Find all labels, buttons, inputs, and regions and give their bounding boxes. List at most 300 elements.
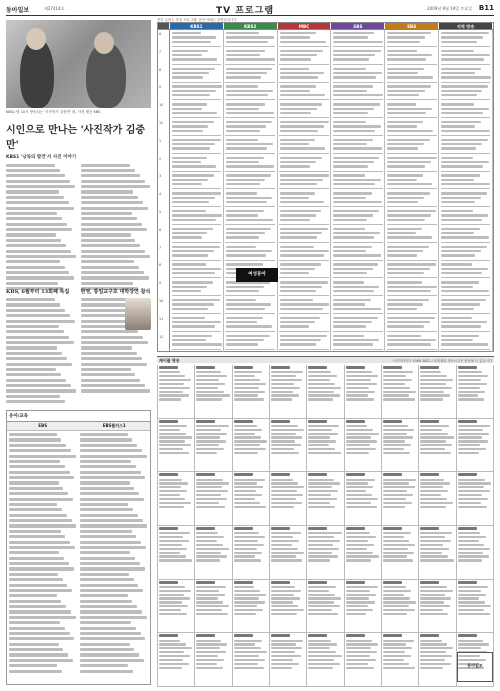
time-divider xyxy=(225,295,275,296)
listing-line xyxy=(420,640,441,642)
text-line xyxy=(6,244,66,247)
listing-line xyxy=(196,640,221,642)
program-line xyxy=(441,335,479,337)
listing-line xyxy=(346,586,378,588)
program-line xyxy=(280,201,324,203)
program-line xyxy=(226,90,274,92)
program-line xyxy=(280,147,325,149)
program-line xyxy=(226,50,266,52)
program-line xyxy=(387,299,428,301)
listing-line xyxy=(308,486,332,488)
listing-line xyxy=(234,663,258,665)
text-line xyxy=(81,368,131,371)
listing-line xyxy=(9,557,64,560)
program-line xyxy=(172,236,202,238)
listing-line xyxy=(80,530,132,533)
time-divider xyxy=(441,260,491,261)
time-divider xyxy=(387,135,437,136)
listing-line xyxy=(383,655,411,657)
text-line xyxy=(81,255,151,258)
channel-name xyxy=(234,581,253,584)
program-line xyxy=(333,299,371,301)
listing-line xyxy=(9,567,74,570)
text-line xyxy=(81,379,141,382)
text-line xyxy=(6,164,55,167)
listing-line xyxy=(234,398,264,400)
listing-line xyxy=(383,436,413,438)
program-line xyxy=(441,197,481,199)
listing-line xyxy=(234,448,266,450)
listing-line xyxy=(308,398,332,400)
listing-line xyxy=(196,375,226,377)
time-divider xyxy=(225,117,275,118)
time-divider xyxy=(172,99,222,100)
listing-line xyxy=(271,655,301,657)
program-line xyxy=(333,68,366,70)
program-line xyxy=(280,112,311,114)
program-line xyxy=(226,112,275,114)
listing-line xyxy=(234,425,257,427)
listing-line xyxy=(308,502,329,504)
channel-name xyxy=(346,581,365,584)
program-line xyxy=(333,192,372,194)
listing-line xyxy=(308,448,334,450)
listing-line xyxy=(80,503,128,506)
program-line xyxy=(280,108,317,110)
time-divider xyxy=(441,64,491,65)
listing-line xyxy=(383,506,405,508)
text-line xyxy=(81,341,149,344)
listing-line xyxy=(80,551,130,554)
program-line xyxy=(333,263,378,265)
listing-line xyxy=(308,444,329,446)
program-line xyxy=(226,58,275,60)
time-label: 11 xyxy=(159,316,164,321)
program-line xyxy=(441,183,490,185)
listing-line xyxy=(196,594,224,596)
listing-line xyxy=(308,548,339,550)
listing-line xyxy=(80,444,137,447)
listing-line xyxy=(196,379,219,381)
program-line xyxy=(387,165,425,167)
footer-logo: 동아일보 xyxy=(457,652,493,682)
cable-channel-block xyxy=(158,419,195,473)
program-line xyxy=(172,268,221,270)
listing-line xyxy=(159,394,189,396)
schedule-local xyxy=(439,30,493,352)
listing-line xyxy=(383,444,411,446)
listing-line xyxy=(458,601,485,603)
program-line xyxy=(441,85,488,87)
listing-line xyxy=(458,555,489,557)
listing-line xyxy=(9,503,57,506)
listing-line xyxy=(159,586,185,588)
listing-line xyxy=(458,375,489,377)
listing-line xyxy=(308,659,334,661)
listing-line xyxy=(420,663,450,665)
text-line xyxy=(6,384,71,387)
listing-line xyxy=(383,601,416,603)
program-line xyxy=(333,147,382,149)
listing-line xyxy=(420,498,447,500)
program-line xyxy=(226,250,272,252)
program-line xyxy=(441,219,482,221)
listing-line xyxy=(346,544,374,546)
program-line xyxy=(172,174,214,176)
listing-line xyxy=(234,540,258,542)
channel-name xyxy=(159,473,178,476)
program-line xyxy=(172,192,221,194)
channel-name xyxy=(458,420,477,423)
listing-line xyxy=(271,552,304,554)
text-line xyxy=(81,233,131,236)
listing-line xyxy=(9,573,58,576)
listing-line xyxy=(234,647,261,649)
listing-line xyxy=(196,502,219,504)
program-line xyxy=(226,290,259,292)
text-line xyxy=(81,228,147,231)
listing-line xyxy=(9,551,59,554)
program-line xyxy=(226,219,274,221)
program-line xyxy=(387,308,417,310)
channel-mbc: MBC xyxy=(278,23,332,29)
cable-channel-block xyxy=(457,365,494,419)
listing-line xyxy=(234,387,259,389)
listing-line xyxy=(346,502,371,504)
text-line xyxy=(6,228,72,231)
listing-line xyxy=(458,597,480,599)
channel-name xyxy=(346,634,365,637)
program-line xyxy=(387,85,430,87)
cable-channel-block xyxy=(457,472,494,526)
listing-line xyxy=(159,544,182,546)
time-divider xyxy=(279,171,329,172)
time-divider xyxy=(225,153,275,154)
cable-channel-block xyxy=(419,365,456,419)
program-line xyxy=(333,50,380,52)
listing-line xyxy=(420,398,443,400)
listing-line xyxy=(196,394,229,396)
listing-line xyxy=(9,616,76,619)
listing-line xyxy=(80,487,134,490)
listing-line xyxy=(271,647,302,649)
listing-line xyxy=(196,494,220,496)
listing-line xyxy=(159,425,187,427)
program-line xyxy=(280,192,315,194)
program-line xyxy=(172,41,211,43)
program-line xyxy=(387,236,431,238)
program-line xyxy=(172,286,207,288)
program-line xyxy=(441,112,483,114)
text-line xyxy=(81,266,140,269)
program-line xyxy=(387,286,437,288)
program-line xyxy=(172,272,215,274)
text-line xyxy=(6,201,69,204)
program-line xyxy=(226,214,258,216)
text-line xyxy=(6,346,57,349)
listing-line xyxy=(346,482,368,484)
time-divider xyxy=(279,206,329,207)
listing-line xyxy=(420,479,444,481)
listing-line xyxy=(196,555,227,557)
program-line xyxy=(172,210,206,212)
program-line xyxy=(441,130,490,132)
program-line xyxy=(387,58,426,60)
program-line xyxy=(441,90,482,92)
program-line xyxy=(226,130,260,132)
cable-channel-block xyxy=(270,526,307,580)
program-line xyxy=(172,263,206,265)
program-line xyxy=(172,299,220,301)
text-line xyxy=(6,255,76,258)
program-line xyxy=(172,335,212,337)
listing-line xyxy=(196,425,228,427)
text-line xyxy=(6,174,65,177)
program-line xyxy=(280,210,322,212)
text-line xyxy=(6,303,60,306)
listing-line xyxy=(458,594,487,596)
listing-line xyxy=(458,444,481,446)
listing-line xyxy=(196,452,217,454)
program-line xyxy=(280,299,314,301)
listing-line xyxy=(196,440,226,442)
listing-line xyxy=(458,502,481,504)
schedule-kbs2 xyxy=(224,30,278,352)
listing-line xyxy=(196,586,226,588)
listing-line xyxy=(383,544,415,546)
time-divider xyxy=(279,46,329,47)
listing-line xyxy=(458,448,486,450)
listing-line xyxy=(346,387,370,389)
program-line xyxy=(172,90,216,92)
channel-name xyxy=(420,366,439,369)
channel-name xyxy=(271,420,290,423)
listing-line xyxy=(234,371,262,373)
listing-line xyxy=(80,535,136,538)
time-divider xyxy=(279,349,329,350)
text-line xyxy=(6,400,65,403)
time-divider xyxy=(172,117,222,118)
program-line xyxy=(441,325,481,327)
cable-channel-block xyxy=(345,580,382,634)
text-line xyxy=(81,217,137,220)
listing-line xyxy=(383,667,415,669)
listing-line xyxy=(159,383,184,385)
program-line xyxy=(226,201,267,203)
listing-line xyxy=(9,578,63,581)
listing-line xyxy=(383,452,410,454)
listing-line xyxy=(420,655,452,657)
time-divider xyxy=(333,99,383,100)
listing-line xyxy=(80,519,143,522)
listing-line xyxy=(9,664,57,667)
cable-channel-block xyxy=(419,580,456,634)
program-line xyxy=(387,219,425,221)
channel-name xyxy=(420,527,439,530)
listing-line xyxy=(308,544,333,546)
listing-line xyxy=(271,506,294,508)
program-line xyxy=(333,343,373,345)
program-line xyxy=(387,54,432,56)
listing-line xyxy=(234,655,260,657)
listing-line xyxy=(383,590,412,592)
schedule-kbs1 xyxy=(170,30,224,352)
program-line xyxy=(172,108,202,110)
listing-line xyxy=(159,398,181,400)
program-line xyxy=(172,250,214,252)
channel-ebs: EBS xyxy=(385,23,439,29)
listing-line xyxy=(80,476,145,479)
listing-line xyxy=(159,555,186,557)
listing-line xyxy=(234,486,264,488)
listing-line xyxy=(458,379,481,381)
time-divider xyxy=(387,64,437,65)
program-line xyxy=(387,290,431,292)
listing-line xyxy=(420,659,444,661)
text-line xyxy=(81,282,133,285)
listing-line xyxy=(458,429,483,431)
listing-line xyxy=(346,436,372,438)
time-divider xyxy=(387,99,437,100)
secondary-stories xyxy=(6,288,151,406)
listing-line xyxy=(9,546,75,549)
program-line xyxy=(441,254,475,256)
program-line xyxy=(226,210,264,212)
time-divider xyxy=(279,82,329,83)
program-line xyxy=(441,94,476,96)
listing-line xyxy=(383,647,412,649)
listing-line xyxy=(458,482,491,484)
listing-line xyxy=(458,640,483,642)
channel-name xyxy=(271,527,290,530)
program-line xyxy=(280,36,311,38)
program-line xyxy=(387,263,436,265)
time-divider xyxy=(279,224,329,225)
listing-line xyxy=(383,429,414,431)
listing-line xyxy=(271,371,303,373)
listing-line xyxy=(271,444,301,446)
program-line xyxy=(387,250,423,252)
program-line xyxy=(441,214,488,216)
text-line xyxy=(6,223,67,226)
time-label: 7 xyxy=(159,49,162,54)
listing-line xyxy=(420,536,444,538)
program-line xyxy=(172,201,209,203)
program-line xyxy=(280,50,323,52)
program-line xyxy=(280,85,316,87)
channel-name xyxy=(234,366,253,369)
program-line xyxy=(441,339,473,341)
program-line xyxy=(280,317,321,319)
listing-line xyxy=(159,429,180,431)
listing-line xyxy=(234,532,260,534)
masthead xyxy=(6,3,494,16)
story-title: 현영, 통일교구호 대학강연 참석 xyxy=(80,289,151,295)
cable-channel-block xyxy=(382,472,419,526)
program-line xyxy=(333,232,379,234)
listing-line xyxy=(80,481,130,484)
listing-line xyxy=(234,375,255,377)
listing-line xyxy=(234,667,264,669)
program-line xyxy=(226,192,257,194)
listing-line xyxy=(234,498,255,500)
listing-line xyxy=(271,548,298,550)
program-line xyxy=(226,76,261,78)
listing-line xyxy=(308,559,330,561)
listing-line xyxy=(308,433,337,435)
listing-line xyxy=(159,597,190,599)
listing-line xyxy=(196,398,222,400)
program-line xyxy=(333,72,381,74)
channel-name xyxy=(308,366,327,369)
listing-line xyxy=(383,387,410,389)
listing-line xyxy=(196,383,225,385)
program-line xyxy=(280,41,326,43)
time-divider xyxy=(387,153,437,154)
listing-line xyxy=(458,559,482,561)
time-divider xyxy=(172,349,222,350)
program-line xyxy=(441,201,475,203)
time-divider xyxy=(441,349,491,350)
listing-line xyxy=(458,647,482,649)
listing-line xyxy=(308,536,334,538)
program-line xyxy=(226,103,265,105)
program-line xyxy=(333,112,368,114)
program-line xyxy=(333,58,368,60)
program-line xyxy=(226,108,259,110)
channel-name xyxy=(383,366,402,369)
listing-line xyxy=(196,667,222,669)
listing-line xyxy=(196,540,217,542)
listing-line xyxy=(9,541,70,544)
listing-line xyxy=(420,609,442,611)
program-line xyxy=(333,125,381,127)
listing-line xyxy=(159,540,189,542)
program-line xyxy=(441,179,474,181)
listing-line xyxy=(458,609,484,611)
listing-line xyxy=(308,590,329,592)
listing-line xyxy=(308,532,341,534)
listing-line xyxy=(271,383,294,385)
listing-line xyxy=(196,532,218,534)
program-line xyxy=(280,72,324,74)
program-line xyxy=(333,103,379,105)
program-line xyxy=(333,41,383,43)
program-line xyxy=(387,157,437,159)
listing-line xyxy=(159,436,192,438)
listing-line xyxy=(383,594,404,596)
program-line xyxy=(387,281,421,283)
text-line xyxy=(6,325,59,328)
time-divider xyxy=(441,153,491,154)
program-line xyxy=(441,157,473,159)
cable-channel-block xyxy=(307,526,344,580)
listing-line xyxy=(9,476,74,479)
cable-title: 케이블 방송 xyxy=(159,358,180,363)
cable-channel-block xyxy=(233,580,270,634)
channel-kbs2: KBS2 xyxy=(224,23,278,29)
listing-line xyxy=(159,590,191,592)
listing-line xyxy=(458,494,483,496)
listing-line xyxy=(9,653,68,656)
listing-line xyxy=(234,552,263,554)
listing-line xyxy=(346,506,377,508)
program-line xyxy=(172,325,215,327)
channel-name xyxy=(271,581,290,584)
listing-line xyxy=(383,643,406,645)
listing-line xyxy=(383,609,415,611)
listing-line xyxy=(196,486,222,488)
